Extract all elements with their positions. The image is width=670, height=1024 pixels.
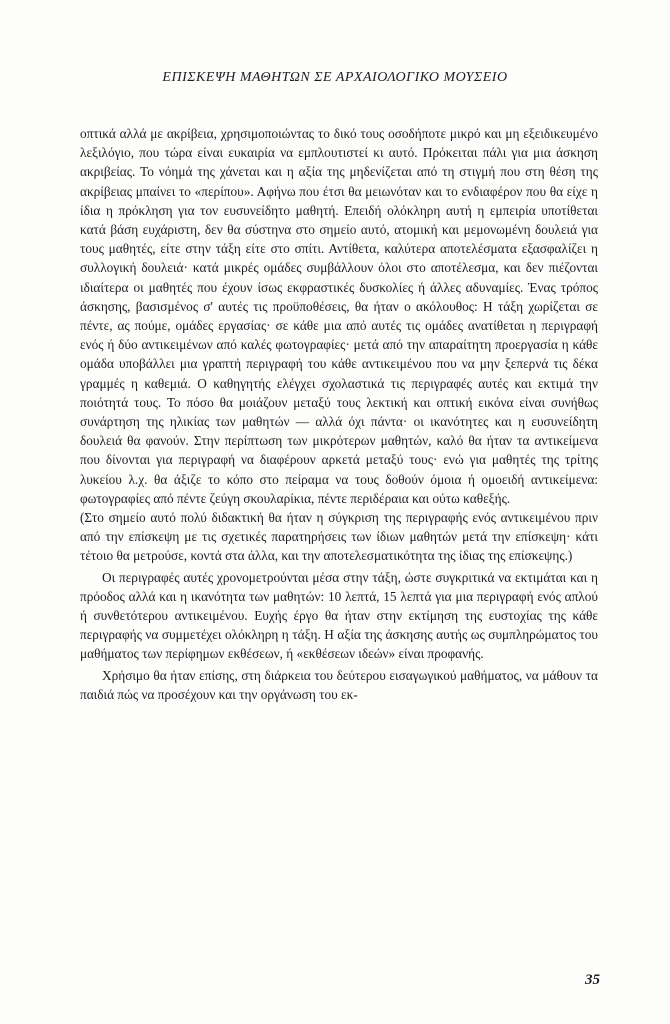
body-text — [80, 124, 598, 704]
paragraph-continued: οπτικά αλλά με ακρίβεια, χρησιμοποιώντας το δικό τους οσοδήποτε μικρό και μη εξειδικευμένο λεξιλόγιο, που τώρα είναι ευκαιρία να εμπλουτιστεί κι αυτό. Πρόκειται πάλι για μια άσκηση ακριβείας. Το νόημά της χάνεται και η αξία της μηδενίζεται από τη στιγμή που στη θέση της ακρίβειας μπαίνει το «περίπου». Αφήνω που έτσι θα μειωνόταν και το ενδιαφέρον που θα είχε η ίδια η πρόκληση για τον ευσυνείδητο μαθητή. Επειδή ολόκληρη αυτή η εμπειρία υποτίθεται κατά βάση ευχάριστη, δεν θα σύστηνα στο σημείο αυτό, ατομική και μεμονωμένη δουλειά για τους μαθητές, είτε στην τάξη είτε στο σπίτι. Αντίθετα, καλύτερα αποτελέσματα εξασφαλίζει η συλλογική δουλειά· κατά μικρές ομάδες συμβάλλουν όλοι στο αποτέλεσμα, και δεν πιέζονται ιδιαίτερα οι μαθητές που έχουν ίσως εκφραστικές δυσκολίες ή άλλες αδυναμίες. Ένας τρόπος άσκησης, βασισμένος σ' αυτές τις προϋποθέσεις, θα ήταν ο ακόλουθος: Η τάξη χωρίζεται σε πέντε, ας πούμε, ομάδες εργασίας· σε κάθε μια από αυτές τις ομάδες ανατίθεται η περιγραφή ενός ή δύο αντικειμένων από καλές φωτογραφίες· μετά από την απαραίτητη προεργασία η κάθε ομάδα υποβάλλει μια γραπτή περιγραφή του κάθε αντικειμένου που να μην ξεπερνά τις δέκα γραμμές η καθεμιά. Ο καθηγητής ελέγχει σχολαστικά τις περιγραφές αυτές και εκτιμά την ποιότητά τους. Το πόσο θα μοιάζουν μεταξύ τους λεκτική και οπτική εικόνα είναι συνήθως συνάρτηση της ηλικίας των μαθητών — αλλά όχι πάντα· οι ικανότητες και η ευσυνείδητη δουλειά θα φανούν. Στην περίπτωση των μικρότερων μαθητών, καλό θα ήταν τα αντικείμενα που δίνονται για περιγραφή να διαφέρουν αρκετά μεταξύ τους· ενώ για μαθητές της τρίτης λυκείου λ.χ. θα άξιζε το κόπο στο πείραμα να τους δοθούν όμοια ή ομοειδή αντικείμενα: φωτογραφίες από πέντε ζεύγη σκουλαρίκια, πέντε περιδέραια και ούτω καθεξής. — [80, 126, 598, 506]
running-head: ΕΠΙΣΚΕΨΗ ΜΑΘΗΤΩΝ ΣΕ ΑΡΧΑΙΟΛΟΓΙΚΟ ΜΟΥΣΕΙΟ — [162, 70, 508, 85]
page-number: 35 — [585, 972, 600, 988]
paragraph-parenthetical-note: (Στο σημείο αυτό πολύ διδακτική θα ήταν η σύγκριση της περιγραφής ενός αντικειμένου πριν από την επίσκεψη με τις σχετικές παρατηρήσεις των ίδιων μαθητών μετά την επίσκεψη· κάτι τέτοιο θα μετρούσε, κοντά στα άλλα, και την αποτελεσματικότητα της ίδιας της επίσκεψης.) — [80, 510, 598, 564]
paragraph-timing: Οι περιγραφές αυτές χρονομετρούνται μέσα στην τάξη, ώστε συγκριτικά να εκτιμάται και η πρόοδος αλλά και η ικανότητα των μαθητών: 10 λεπτά, 15 λεπτά για μια περιγραφή ενός απλού ή συνθετότερου αντικειμένου. Ευχής έργο θα ήταν στην εκτίμηση της ευστοχίας της κάθε περιγραφής να συμμετέχει ολόκληρη η τάξη. Η αξία της άσκησης αυτής ως συμπληρώματος του μαθήματος των περίφημων εκθέσεων, ή «εκθέσεων ιδεών» είναι προφανής. — [80, 569, 598, 662]
paragraph-second-lesson: Χρήσιμο θα ήταν επίσης, στη διάρκεια του δεύτερου εισαγωγικού μαθήματος, να μάθουν τα παιδιά πώς να προσέχουν και την οργάνωση του εκ- — [80, 667, 598, 702]
